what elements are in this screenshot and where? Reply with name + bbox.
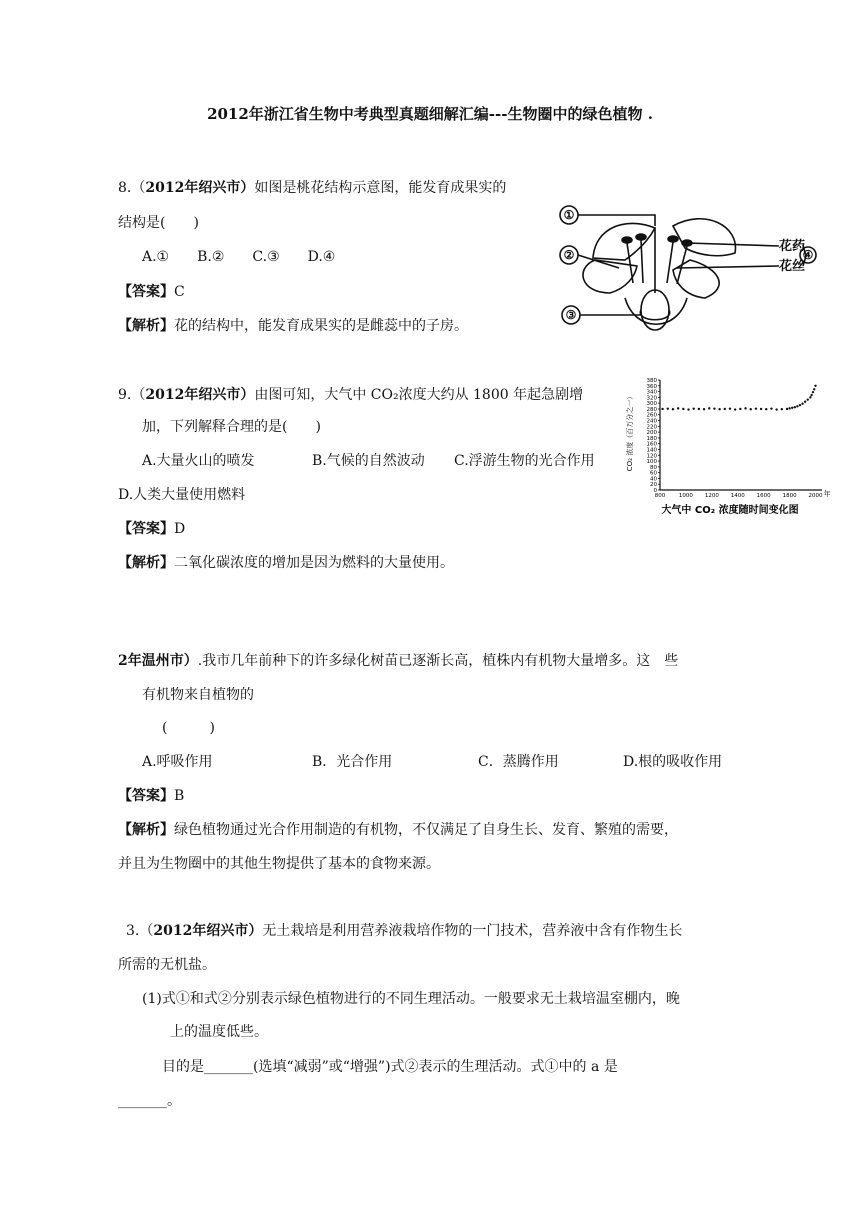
q9-number: 9.（	[118, 387, 146, 403]
data-point	[718, 408, 720, 410]
q3-stem-line1	[126, 921, 682, 941]
y-tick-label: 60	[650, 470, 657, 477]
y-tick-label: 120	[646, 453, 657, 460]
filament-label: 花丝	[778, 259, 806, 274]
data-point	[796, 405, 798, 407]
y-tick-label: 200	[646, 430, 657, 437]
q9-source: 2012年绍兴市）	[145, 387, 255, 403]
data-point	[801, 403, 803, 405]
q10-source: 2年温州市）	[118, 653, 198, 669]
y-tick-label: 300	[646, 401, 657, 408]
q10-stem: .我市几年前种下的许多绿化树苗已逐渐长高，植株内有机物大量增多。这 些	[197, 653, 679, 669]
data-point	[703, 408, 705, 410]
y-tick-label: 220	[646, 424, 657, 431]
data-point	[786, 408, 788, 410]
q10-stem-line2: 有机物来自植物的	[142, 687, 254, 703]
q9-option-c: C.浮游生物的光合作用	[454, 453, 595, 469]
y-tick-label: 360	[646, 383, 657, 390]
data-point	[667, 407, 669, 409]
label-1: ①	[563, 208, 575, 222]
data-point	[692, 407, 694, 409]
q3-part1-line4: _______。	[118, 1093, 181, 1109]
y-tick-label: 280	[646, 406, 657, 413]
y-tick-label: 20	[650, 482, 657, 489]
q10-blank: ( )	[162, 720, 215, 736]
q9-option-b: B.气候的自然波动	[312, 453, 425, 469]
x-axis-label: 年	[823, 490, 831, 498]
y-tick-label: 380	[646, 378, 657, 384]
data-point	[812, 391, 814, 393]
y-tick-label: 320	[646, 395, 657, 402]
x-tick-label: 1400	[730, 493, 745, 499]
q3-source: 2012年绍兴市）	[153, 923, 263, 939]
q8-number: 8.（	[118, 180, 146, 196]
q9-stem-line2: 加，下列解释合理的是( )	[142, 419, 321, 435]
y-axis-label: CO₂ 浓度（百万分之一）	[626, 392, 634, 472]
q8-explanation: 【解析】花的结构中，能发育成果实的是雌蕊中的子房。	[118, 318, 468, 334]
y-tick-label: 160	[646, 441, 657, 448]
data-point	[809, 396, 811, 398]
q9-option-a: A.大量火山的喷发	[142, 453, 255, 469]
y-tick-label: 340	[646, 389, 657, 396]
peach-flower-diagram	[555, 198, 820, 336]
data-point	[672, 408, 674, 410]
q10-stem-line1	[118, 651, 678, 671]
data-point	[750, 408, 752, 410]
q9-explanation: 【解析】二氧化碳浓度的增加是因为燃料的大量使用。	[118, 555, 454, 571]
q10-option-a: A.呼吸作用	[142, 754, 213, 770]
y-tick-label: 100	[646, 459, 657, 466]
data-point	[760, 408, 762, 410]
q10-option-d: D.根的吸收作用	[623, 754, 723, 770]
q8-answer: 【答案】C	[118, 284, 185, 300]
data-point	[799, 404, 801, 406]
data-point	[765, 408, 767, 410]
data-point	[804, 401, 806, 403]
x-tick-label: 1000	[678, 493, 693, 499]
data-point	[807, 398, 809, 400]
data-point	[698, 408, 700, 410]
data-point	[810, 394, 812, 396]
y-tick-label: 140	[646, 447, 657, 454]
q3-part1-line1: (1)式①和式②分别表示绿色植物进行的不同生理活动。一般要求无土栽培温室棚内，晚	[142, 991, 680, 1007]
data-point	[794, 406, 796, 408]
data-point	[781, 408, 783, 410]
q9-answer: 【答案】D	[118, 521, 186, 537]
y-tick-label: 0	[653, 488, 657, 494]
q9-stem: 由图可知，大气中 CO₂浓度大约从 1800 年起急剧增	[254, 387, 584, 403]
data-point	[739, 408, 741, 410]
q10-explanation-line2: 并且为生物圈中的其他生物提供了基本的食物来源。	[118, 856, 440, 872]
q10-answer: 【答案】B	[118, 788, 185, 804]
data-point	[729, 407, 731, 409]
q3-stem-line2: 所需的无机盐。	[118, 957, 216, 973]
q3-part1-line3: 目的是_______(选填“减弱”或“增强”)式②表示的生理活动。式①中的 a 是	[162, 1059, 618, 1075]
data-point	[813, 388, 815, 390]
q8-stem-line1	[118, 178, 506, 198]
anther-label: 花药	[778, 239, 806, 254]
q3-stem: 无土栽培是利用营养液栽培作物的一门技术，营养液中含有作物生长	[262, 923, 683, 939]
data-point	[682, 408, 684, 410]
data-point	[708, 407, 710, 409]
data-point	[734, 408, 736, 410]
label-4: ④	[802, 248, 814, 262]
data-point	[724, 408, 726, 410]
data-point	[677, 407, 679, 409]
x-tick-label: 1200	[704, 493, 719, 499]
label-3: ③	[565, 308, 577, 322]
q10-explanation-line1: 【解析】绿色植物通过光合作用制造的有机物，不仅满足了自身生长、发育、繁殖的需要，	[118, 822, 678, 838]
chart-title: 大气中 CO₂ 浓度随时间变化图	[661, 505, 799, 516]
x-tick-label: 800	[654, 493, 666, 499]
data-point	[775, 408, 777, 410]
q8-stem: 如图是桃花结构示意图，能发育成果实的	[254, 180, 507, 196]
y-tick-label: 40	[650, 476, 657, 483]
data-point	[788, 407, 790, 409]
y-tick-label: 260	[646, 412, 657, 419]
q9-stem-line1	[118, 385, 583, 405]
q8-stem-line2: 结构是( )	[118, 215, 199, 231]
data-point	[713, 407, 715, 409]
q10-option-c: C．蒸腾作用	[478, 754, 559, 770]
q8-options: A.① B.② C.③ D.④	[142, 249, 336, 265]
data-point	[661, 408, 663, 410]
co2-chart	[622, 372, 832, 520]
data-point	[687, 408, 689, 410]
data-point	[814, 385, 816, 387]
data-point	[744, 407, 746, 409]
y-tick-label: 180	[646, 435, 657, 442]
data-point	[770, 407, 772, 409]
label-2: ②	[563, 248, 575, 262]
data-point	[755, 407, 757, 409]
x-tick-label: 1600	[756, 493, 771, 499]
q9-option-d: D.人类大量使用燃料	[118, 487, 246, 503]
q3-part1-line2: 上的温度低些。	[170, 1024, 268, 1040]
x-tick-label: 1800	[782, 493, 797, 499]
q8-source: 2012年绍兴市）	[145, 180, 255, 196]
q10-option-b: B．光合作用	[312, 754, 393, 770]
y-tick-label: 240	[646, 418, 657, 425]
q3-number: 3.（	[126, 923, 154, 939]
x-tick-label: 2000	[808, 493, 823, 499]
page-title: 2012年浙江省生物中考典型真题细解汇编---生物圈中的绿色植物 .	[207, 105, 653, 123]
y-tick-label: 80	[650, 464, 657, 471]
data-point	[791, 407, 793, 409]
